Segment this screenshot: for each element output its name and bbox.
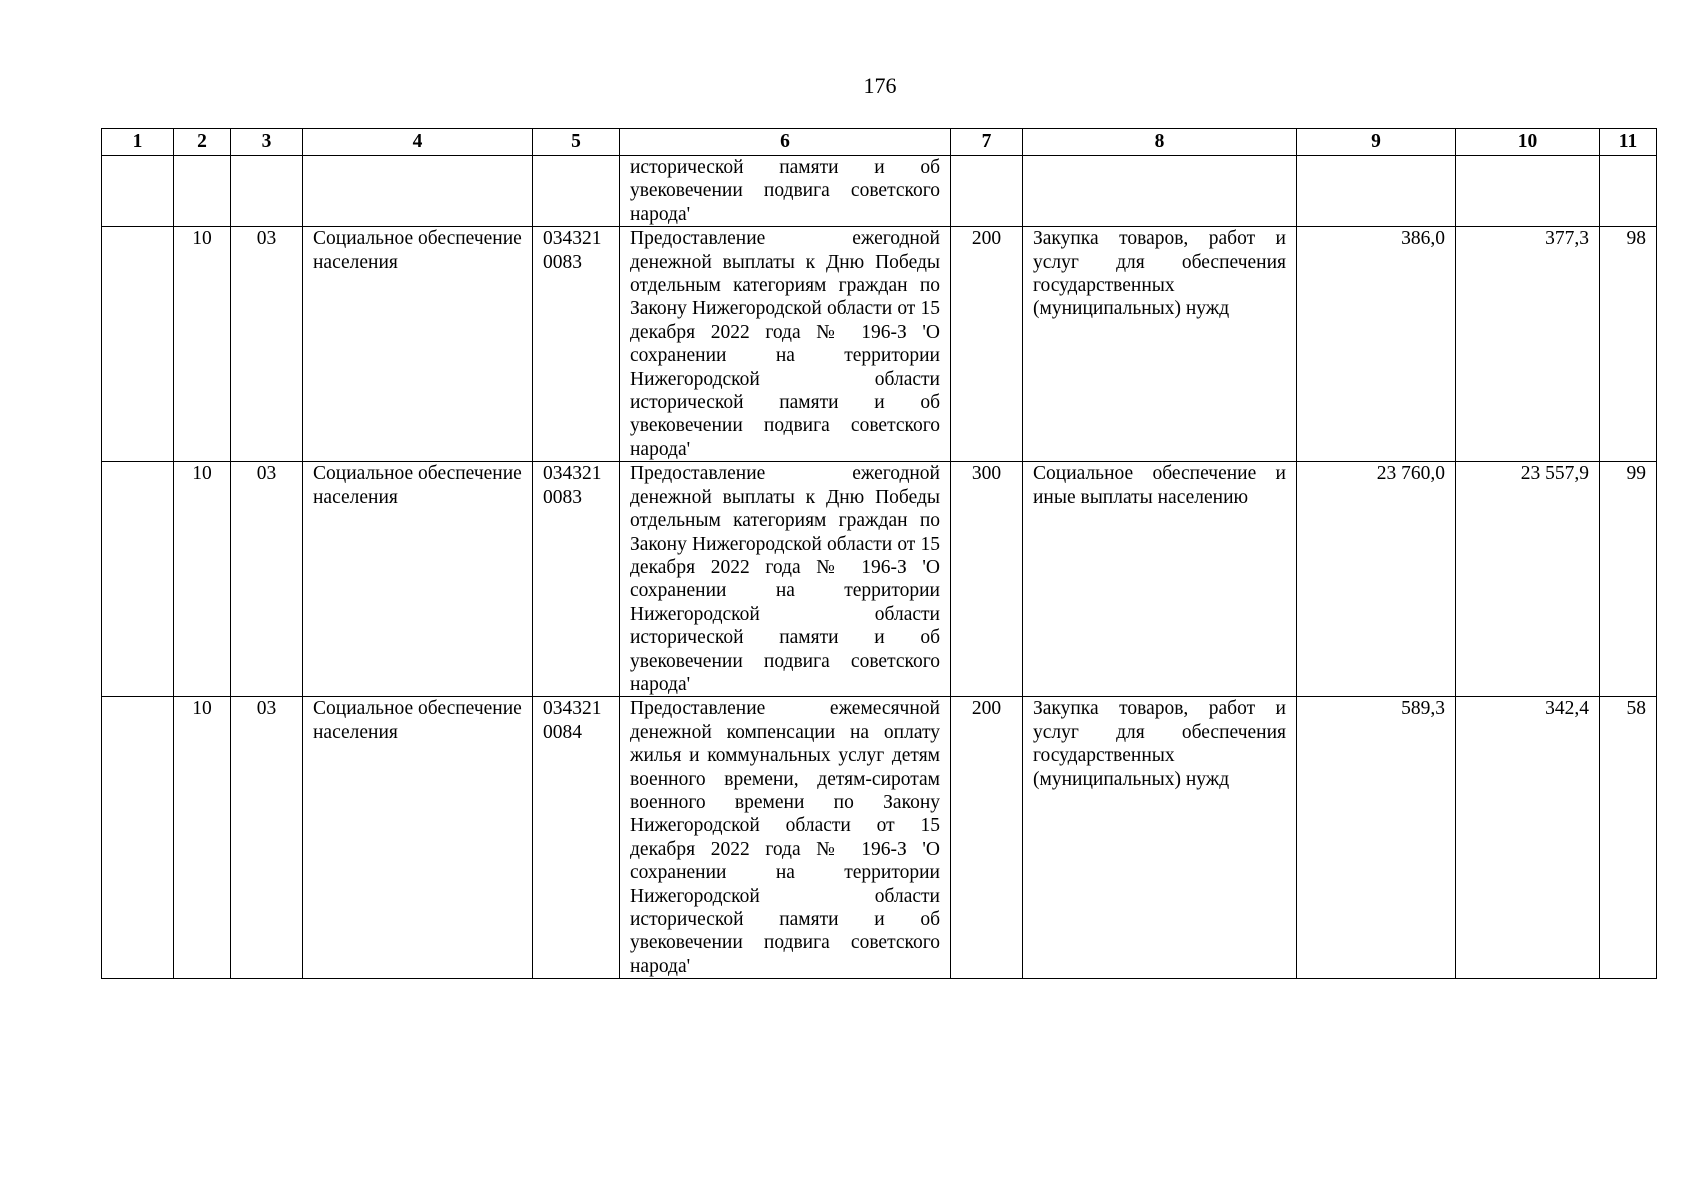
cell-target-code: [533, 156, 620, 227]
cell-subsection: [231, 156, 303, 227]
header-cell-1: 1: [102, 129, 174, 156]
header-cell-4: 4: [303, 129, 533, 156]
cell-section: 10: [174, 227, 231, 462]
table-row: [102, 697, 1657, 979]
header-cell-7: 7: [951, 129, 1023, 156]
cell-col-11-percent: 99: [1600, 462, 1657, 697]
cell-col-1: [102, 462, 174, 697]
cell-col-11-percent: 58: [1600, 697, 1657, 979]
cell-expense-type-name: Социальное обеспечение и иные выплаты населению: [1023, 462, 1297, 697]
cell-subsection: 03: [231, 697, 303, 979]
header-cell-3: 3: [231, 129, 303, 156]
budget-table: [101, 128, 1657, 979]
cell-subsection-name: Социальное обеспечение населения: [303, 697, 533, 979]
cell-col-9-amount: 386,0: [1297, 227, 1456, 462]
cell-subsection-name: [303, 156, 533, 227]
cell-expense-type-code: 200: [951, 227, 1023, 462]
cell-col-10-amount: 23 557,9: [1456, 462, 1600, 697]
cell-col-11-percent: [1600, 156, 1657, 227]
cell-expense-type-code: [951, 156, 1023, 227]
table-row: [102, 462, 1657, 697]
cell-target-code: 034321 0084: [533, 697, 620, 979]
cell-col-9-amount: 589,3: [1297, 697, 1456, 979]
cell-section: 10: [174, 462, 231, 697]
cell-expense-type-code: 200: [951, 697, 1023, 979]
cell-target-description: исторической памяти и об увековечении подвига советского народа': [620, 156, 951, 227]
cell-expense-type-name: Закупка товаров, работ и услуг для обеспечения государственных (муниципальных) нужд: [1023, 227, 1297, 462]
page-number: 176: [863, 73, 897, 98]
header-cell-11: 11: [1600, 129, 1657, 156]
cell-subsection-name: Социальное обеспечение населения: [303, 462, 533, 697]
cell-target-description: Предоставление ежегодной денежной выплаты к Дню Победы отдельным категориям граждан по Закону Нижегородской области от 15 декабря 2022 года № 196-З 'О сохранении на территории Нижегородской области исторической памяти и об увековечении подвига советского народа': [620, 462, 951, 697]
cell-target-code: 034321 0083: [533, 462, 620, 697]
cell-col-10-amount: [1456, 156, 1600, 227]
header-row: [102, 129, 1657, 156]
cell-subsection: 03: [231, 462, 303, 697]
table-row: [102, 156, 1657, 227]
cell-expense-type-name: [1023, 156, 1297, 227]
cell-col-1: [102, 227, 174, 462]
header-cell-6: 6: [620, 129, 951, 156]
cell-col-1: [102, 156, 174, 227]
header-cell-2: 2: [174, 129, 231, 156]
table-row: [102, 227, 1657, 462]
cell-target-description: Предоставление ежемесячной денежной компенсации на оплату жилья и коммунальных услуг детям военного времени, детям-сиротам военного времени по Закону Нижегородской области от 15 декабря 2022 года № 196-З 'О сохранении на территории Нижегородской области исторической памяти и об увековечении подвига советского народа': [620, 697, 951, 979]
header-cell-9: 9: [1297, 129, 1456, 156]
cell-col-1: [102, 697, 174, 979]
header-cell-8: 8: [1023, 129, 1297, 156]
cell-col-9-amount: [1297, 156, 1456, 227]
cell-expense-type-name: Закупка товаров, работ и услуг для обеспечения государственных (муниципальных) нужд: [1023, 697, 1297, 979]
cell-col-9-amount: 23 760,0: [1297, 462, 1456, 697]
cell-col-10-amount: 377,3: [1456, 227, 1600, 462]
header-cell-10: 10: [1456, 129, 1600, 156]
cell-target-code: 034321 0083: [533, 227, 620, 462]
cell-target-description: Предоставление ежегодной денежной выплаты к Дню Победы отдельным категориям граждан по Закону Нижегородской области от 15 декабря 2022 года № 196-З 'О сохранении на территории Нижегородской области исторической памяти и об увековечении подвига советского народа': [620, 227, 951, 462]
cell-col-10-amount: 342,4: [1456, 697, 1600, 979]
header-cell-5: 5: [533, 129, 620, 156]
cell-col-11-percent: 98: [1600, 227, 1657, 462]
cell-expense-type-code: 300: [951, 462, 1023, 697]
cell-section: [174, 156, 231, 227]
cell-subsection: 03: [231, 227, 303, 462]
cell-subsection-name: Социальное обеспечение населения: [303, 227, 533, 462]
cell-section: 10: [174, 697, 231, 979]
